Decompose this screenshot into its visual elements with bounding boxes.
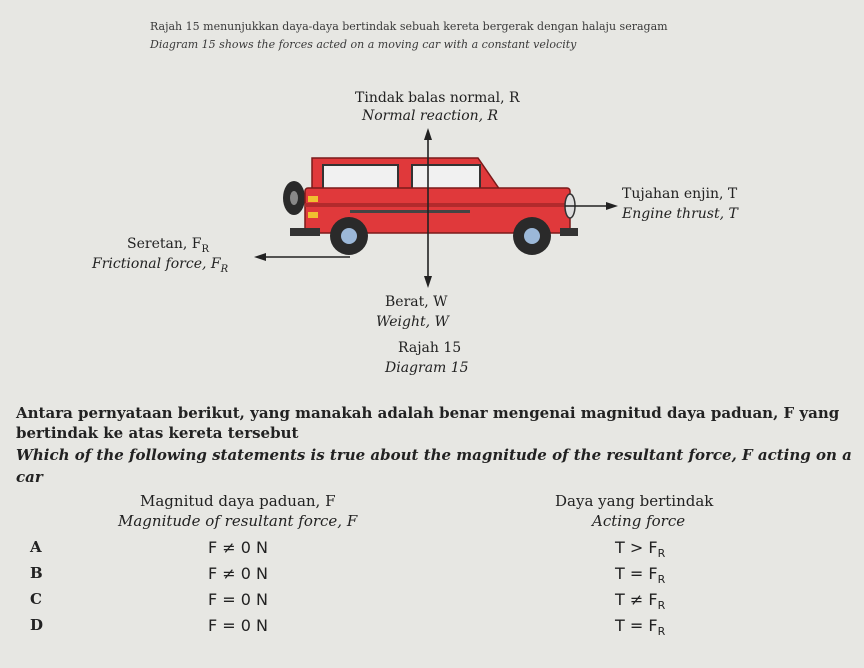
- option-a-letter[interactable]: A: [30, 538, 42, 556]
- question-text-english-line2: car: [16, 468, 43, 486]
- question-text-english-line1: Which of the following statements is true about the magnitude of the resultant force, F acting on a: [16, 446, 852, 464]
- weight-label-english: Weight, W: [376, 314, 449, 330]
- engine-thrust-label-malay: Tujahan enjin, T: [622, 186, 738, 202]
- header-line-malay: Rajah 15 menunjukkan daya-daya bertindak sebuah kereta bergerak dengan halaju seragam: [150, 20, 668, 33]
- engine-thrust-arrow: [606, 202, 618, 210]
- option-c-resultant: F = 0 N: [208, 590, 269, 609]
- friction-label-malay: Seretan, $F_R$: [127, 236, 209, 255]
- column-header-acting-english: Acting force: [592, 512, 686, 530]
- question-text-malay-line2: bertindak ke atas kereta tersebut: [16, 424, 299, 442]
- friction-label-english: Frictional force, $F_R$: [92, 256, 229, 275]
- weight-label-malay: Berat, W: [385, 294, 448, 310]
- column-header-resultant-english: Magnitude of resultant force, F: [118, 512, 358, 530]
- option-c-letter[interactable]: C: [30, 590, 42, 608]
- option-d-resultant: F = 0 N: [208, 616, 269, 635]
- weight-arrow: [424, 276, 432, 288]
- option-c-acting: $T \ne F_R$: [615, 590, 666, 613]
- column-header-resultant-malay: Magnitud daya paduan, F: [140, 492, 336, 510]
- option-d-letter[interactable]: D: [30, 616, 44, 634]
- column-header-acting-malay: Daya yang bertindak: [555, 492, 714, 510]
- friction-arrow: [254, 253, 266, 261]
- car-window-front: [412, 165, 480, 189]
- car-window-rear: [323, 165, 398, 189]
- option-a-resultant: F ≠ 0 N: [208, 538, 269, 557]
- option-b-acting: $T = F_R$: [615, 564, 666, 587]
- question-text-malay-line1: Antara pernyataan berikut, yang manakah adalah benar mengenai magnitud daya paduan, F yang: [16, 404, 840, 422]
- diagram-caption-english: Diagram 15: [385, 360, 469, 376]
- engine-thrust-label-english: Engine thrust, T: [622, 206, 738, 222]
- normal-reaction-label-malay: Tindak balas normal, R: [355, 90, 520, 106]
- normal-reaction-arrow: [424, 128, 432, 140]
- normal-reaction-label-english: Normal reaction, R: [362, 108, 499, 124]
- option-b-letter[interactable]: B: [30, 564, 43, 582]
- header-line-english: Diagram 15 shows the forces acted on a moving car with a constant velocity: [150, 38, 577, 51]
- option-b-resultant: F ≠ 0 N: [208, 564, 269, 583]
- option-d-acting: $T = F_R$: [615, 616, 666, 639]
- diagram-caption-malay: Rajah 15: [398, 340, 462, 356]
- option-a-acting: $T > F_R$: [615, 538, 666, 561]
